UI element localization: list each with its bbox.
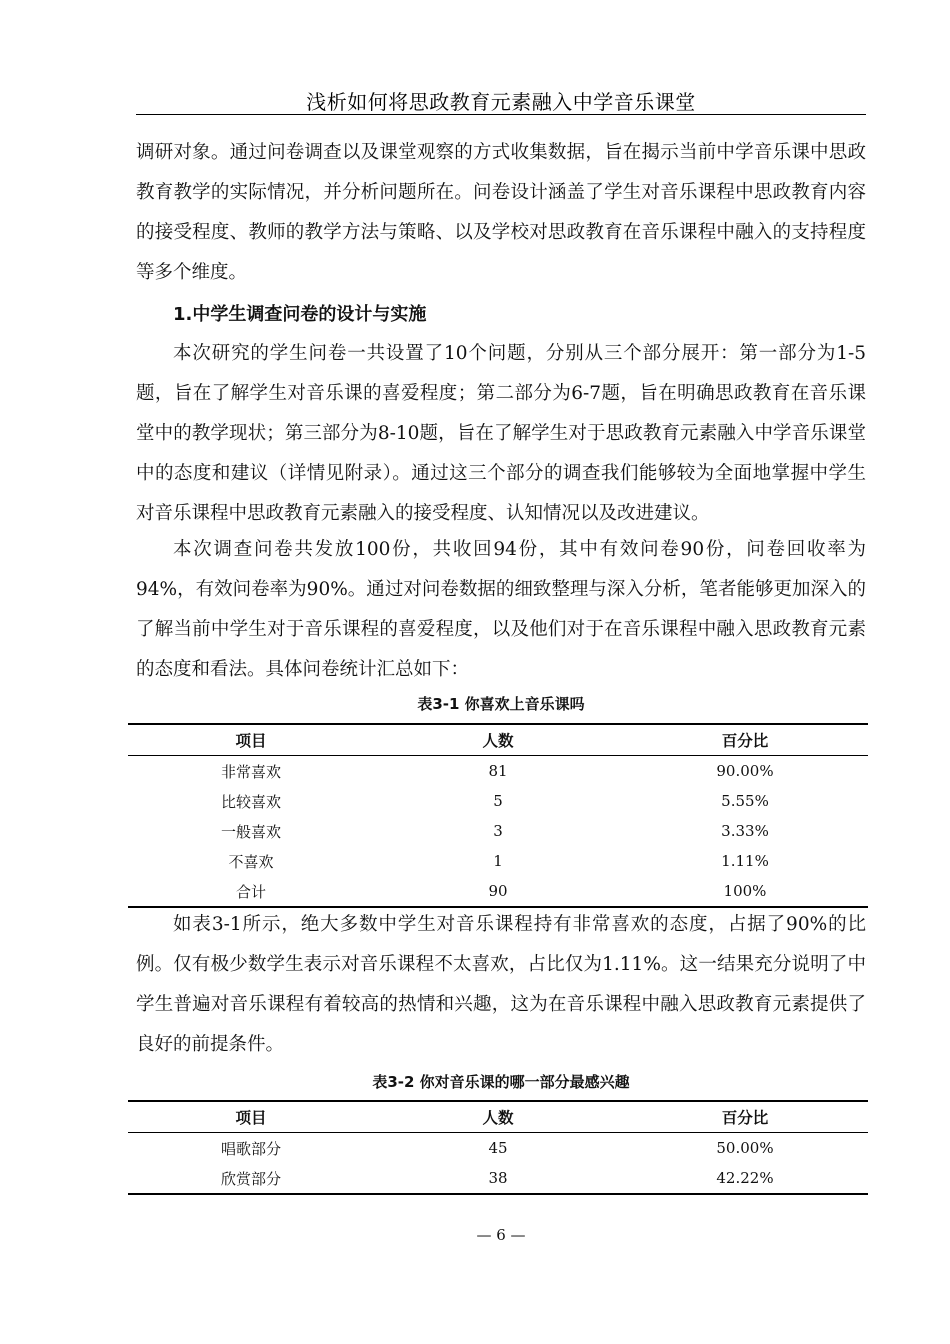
table-3-1-caption: 表3-1 你喜欢上音乐课吗 bbox=[417, 695, 585, 713]
cell-item: 不喜欢 bbox=[228, 852, 274, 871]
table-3-1 bbox=[128, 723, 868, 908]
table-row bbox=[128, 846, 868, 876]
column-header-count: 人数 bbox=[374, 1101, 622, 1133]
cell-item: 欣赏部分 bbox=[128, 1163, 374, 1194]
cell-count: 45 bbox=[488, 1139, 508, 1157]
cell-item: 非常喜欢 bbox=[220, 762, 281, 781]
paragraph-intro: 调研对象。通过问卷调查以及课堂观察的方式收集数据，旨在揭示当前中学音乐课中思政教育教学的实际情况，并分析问题所在。问卷设计涵盖了学生对音乐课程中思政教育内容的接受程度、教师的教学方法与策略、以及学校对思政教育在音乐课程中融入的支持程度等多个维度。 bbox=[136, 142, 866, 283]
column-header-percent: 百分比 bbox=[622, 1101, 868, 1133]
column-header-percent: 百分比 bbox=[622, 724, 868, 756]
cell-count: 38 bbox=[374, 1163, 622, 1194]
table-row bbox=[128, 1163, 868, 1194]
page-number: — 6 — bbox=[476, 1226, 526, 1244]
cell-percent: 90.00% bbox=[716, 762, 774, 780]
cell-percent: 3.33% bbox=[721, 822, 769, 840]
paragraph-table-3-1-analysis: 如表3-1所示，绝大多数中学生对音乐课程持有非常喜欢的态度，占据了90%的比例。仅有极少数学生表示对音乐课程不太喜欢，占比仅为1.11%。这一结果充分说明了中学生普遍对音乐课程有着较高的热情和兴趣，这为在音乐课程中融入思政教育元素提供了良好的前提条件。 bbox=[136, 914, 866, 1055]
column-header-item: 项目 bbox=[128, 1101, 374, 1133]
table-3-2-caption: 表3-2 你对音乐课的哪一部分最感兴趣 bbox=[372, 1073, 630, 1091]
cell-count: 5 bbox=[493, 792, 503, 810]
cell-percent: 50.00% bbox=[716, 1139, 774, 1157]
cell-percent: 5.55% bbox=[721, 792, 769, 810]
table-header-row bbox=[128, 724, 868, 756]
running-header-title: 浅析如何将思政教育元素融入中学音乐课堂 bbox=[306, 90, 696, 114]
table-3-2 bbox=[128, 1100, 868, 1195]
paragraph-questionnaire-design: 本次研究的学生问卷一共设置了10个问题，分别从三个部分展开：第一部分为1-5题，旨在了解学生对音乐课的喜爱程度；第二部分为6-7题，旨在明确思政教育在音乐课堂中的教学现状；第三部分为8-10题，旨在了解学生对于思政教育元素融入中学音乐课堂中的态度和建议（详情见附录）。通过这三个部分的调查我们能够较为全面地掌握中学生对音乐课程中思政教育元素融入的接受程度、认知情况以及改进建议。 bbox=[136, 343, 866, 524]
paragraph-questionnaire-distribution: 本次调查问卷共发放100份，共收回94份，其中有效问卷90份，问卷回收率为94%，有效问卷率为90%。通过对问卷数据的细致整理与深入分析，笔者能够更加深入的了解当前中学生对于音乐课程的喜爱程度，以及他们对于在音乐课程中融入思政教育元素的态度和看法。具体问卷统计汇总如下： bbox=[136, 539, 866, 680]
cell-percent: 42.22% bbox=[622, 1163, 868, 1194]
cell-count: 81 bbox=[488, 762, 508, 780]
section-heading: 1.中学生调查问卷的设计与实施 bbox=[173, 304, 427, 325]
table-header-row bbox=[128, 1101, 868, 1133]
column-header-count: 人数 bbox=[374, 724, 622, 756]
cell-count: 1 bbox=[493, 852, 503, 870]
cell-percent: 100% bbox=[622, 876, 868, 907]
cell-item: 合计 bbox=[128, 876, 374, 907]
column-header-item: 项目 bbox=[128, 724, 374, 756]
cell-item: 唱歌部分 bbox=[220, 1139, 281, 1158]
table-row bbox=[128, 1133, 868, 1164]
table-row bbox=[128, 816, 868, 846]
cell-percent: 1.11% bbox=[721, 852, 769, 870]
cell-count: 3 bbox=[493, 822, 503, 840]
table-row bbox=[128, 786, 868, 816]
header-rule bbox=[136, 114, 866, 115]
table-row bbox=[128, 756, 868, 787]
table-row-total bbox=[128, 876, 868, 907]
cell-count: 90 bbox=[374, 876, 622, 907]
cell-item: 比较喜欢 bbox=[220, 792, 281, 811]
cell-item: 一般喜欢 bbox=[220, 822, 281, 841]
